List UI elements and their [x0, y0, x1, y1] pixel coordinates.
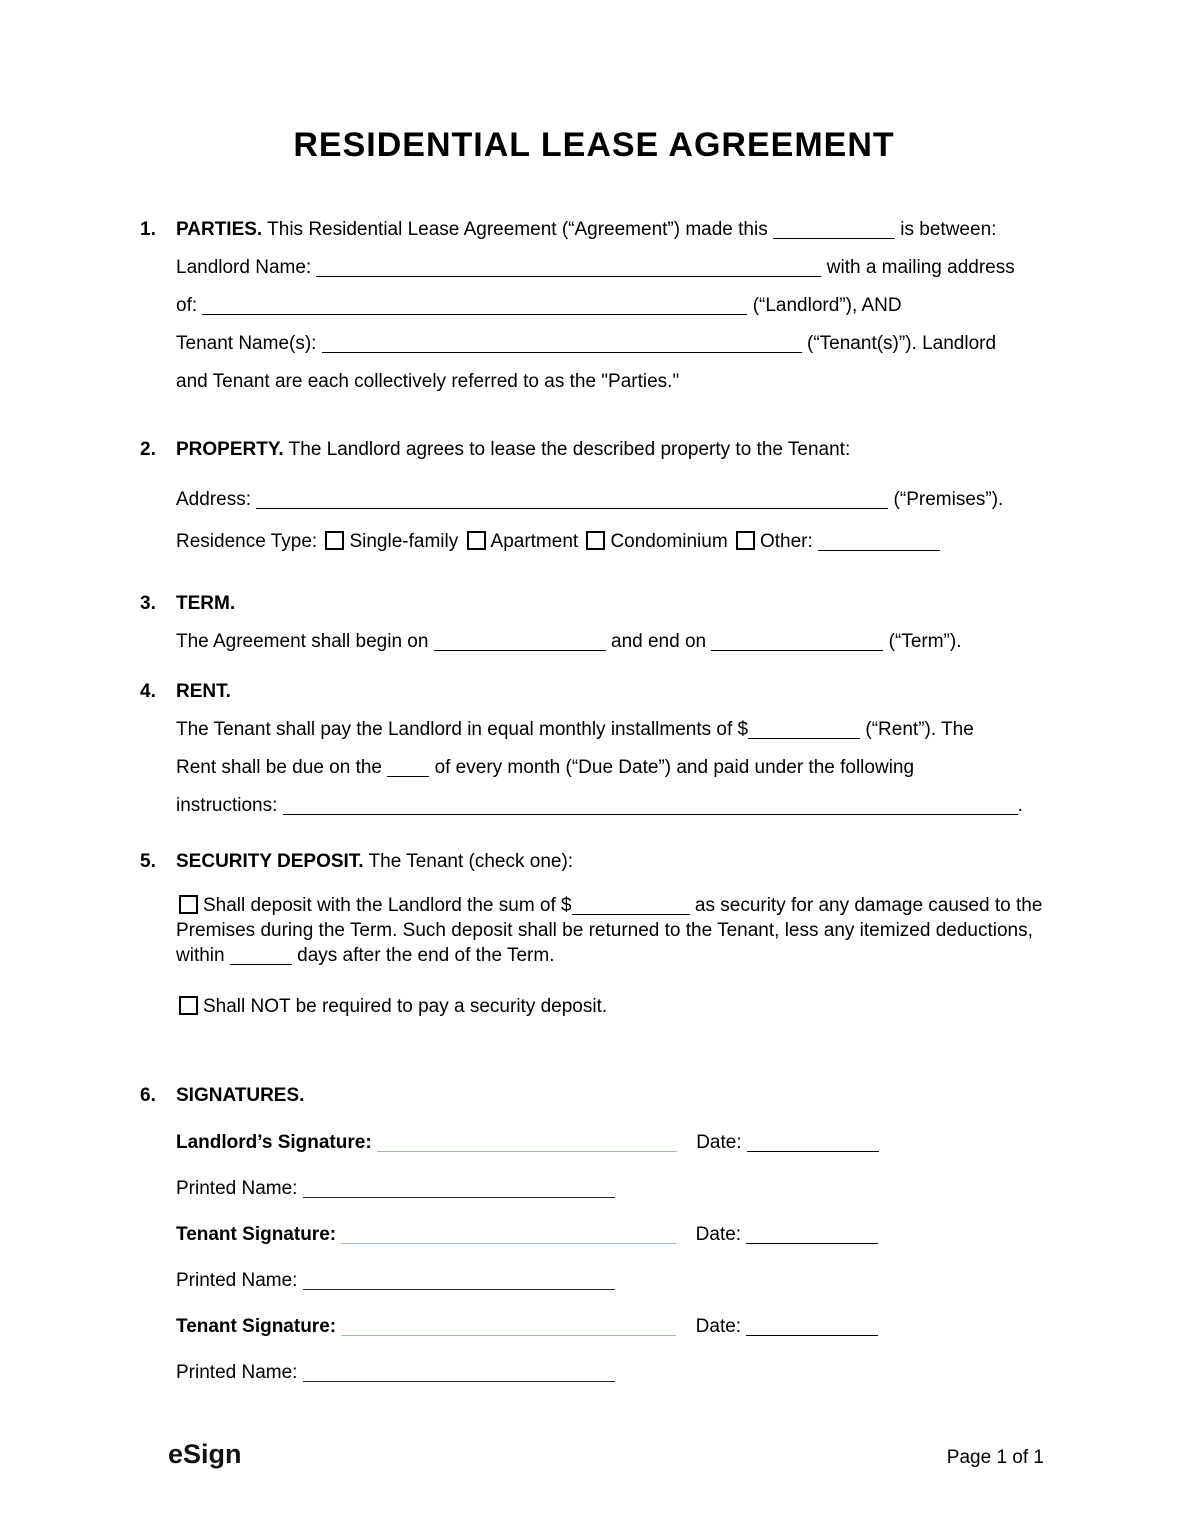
property-intro-text: The Landlord agrees to lease the described property to the Tenant: [288, 439, 851, 460]
rent-line-2 [176, 749, 1048, 787]
section-parties-number: 1. [140, 219, 156, 240]
parties-line-1 [176, 211, 1048, 249]
residence-type-line [176, 523, 1048, 561]
address-label: Address: [176, 489, 251, 510]
premises-tail: (“Premises”). [893, 489, 1004, 510]
tenant-defined-tail: (“Tenant(s)”). Landlord [807, 333, 997, 354]
page-footer [168, 1439, 1044, 1470]
agreement-date-blank[interactable] [773, 218, 895, 239]
checkbox-other[interactable] [736, 531, 755, 550]
esign-logo: eSign [168, 1439, 242, 1469]
term-body-line [176, 623, 1048, 661]
section-parties [140, 211, 1048, 401]
rent-instructions-blank[interactable] [283, 794, 1018, 815]
property-intro-line [176, 431, 1048, 469]
landlord-printed-name-line[interactable] [303, 1177, 615, 1198]
mailing-address-label: of: [176, 295, 198, 316]
section-deposit-heading: SECURITY DEPOSIT. [176, 851, 364, 872]
rent-due-tail: of every month (“Due Date”) and paid under the following [434, 757, 915, 778]
section-rent-number: 4. [140, 681, 156, 702]
landlord-date-line[interactable] [747, 1131, 879, 1152]
term-begin-text: The Agreement shall begin on [176, 631, 429, 652]
mailing-address-blank[interactable] [202, 294, 747, 315]
rent-amount-tail: (“Rent”). The [865, 719, 974, 740]
tenant-name-label: Tenant Name(s): [176, 333, 317, 354]
parties-intro-text: This Residential Lease Agreement (“Agreement”) made this [267, 219, 768, 240]
landlord-name-blank[interactable] [316, 256, 821, 277]
tenant-signature-row-1 [176, 1221, 1048, 1249]
signatures-heading-line [176, 1077, 1048, 1115]
section-signatures [140, 1077, 1048, 1405]
rent-line-3 [176, 787, 1048, 825]
parties-closing-text: and Tenant are each collectively referred to as the "Parties." [176, 371, 680, 392]
tenant-printed-name-label-1: Printed Name: [176, 1270, 298, 1291]
tenant-name-blank[interactable] [322, 332, 802, 353]
deposit-intro-text: The Tenant (check one): [368, 851, 574, 872]
checkbox-deposit-required[interactable] [179, 895, 198, 914]
landlord-signature-row [176, 1129, 1048, 1157]
page-number: Page 1 of 1 [946, 1447, 1044, 1468]
parties-line-3 [176, 287, 1048, 325]
section-parties-heading: PARTIES. [176, 219, 263, 240]
tenant-date-line-1[interactable] [746, 1223, 878, 1244]
tenant-printed-name-row-1 [176, 1267, 1048, 1295]
tenant-printed-name-line-2[interactable] [303, 1361, 615, 1382]
tenant-signature-row-2 [176, 1313, 1048, 1341]
address-blank[interactable] [256, 488, 888, 509]
other-residence-blank[interactable] [818, 530, 940, 551]
tenant-signature-line-2[interactable] [341, 1315, 676, 1336]
rent-instructions-label: instructions: [176, 795, 278, 816]
term-heading-line [176, 585, 1048, 623]
rent-heading-line [176, 673, 1048, 711]
section-property-number: 2. [140, 439, 156, 460]
checkbox-condominium[interactable] [586, 531, 605, 550]
deposit-return-days-blank[interactable] [230, 944, 292, 965]
landlord-name-label: Landlord Name: [176, 257, 312, 278]
term-end-date-blank[interactable] [711, 630, 883, 651]
parties-line-4 [176, 325, 1048, 363]
deposit-option-1 [176, 893, 1048, 968]
landlord-signature-label: Landlord’s Signature: [176, 1132, 372, 1153]
section-signatures-number: 6. [140, 1085, 156, 1106]
deposit-heading-line [176, 843, 1048, 881]
section-deposit-number: 5. [140, 851, 156, 872]
deposit-option-2 [176, 994, 1048, 1019]
term-mid-text: and end on [611, 631, 707, 652]
option-other-label: Other: [759, 531, 813, 552]
section-term-number: 3. [140, 593, 156, 614]
property-address-line [176, 481, 1048, 519]
option-apartment-label: Apartment [490, 531, 579, 552]
section-signatures-heading: SIGNATURES. [176, 1085, 305, 1106]
term-tail-text: (“Term”). [888, 631, 962, 652]
section-security-deposit [140, 843, 1048, 1019]
tenant-date-label-1: Date: [695, 1224, 742, 1245]
deposit-option-1-text-a: Shall deposit with the Landlord the sum of $ [203, 895, 572, 916]
section-term-heading: TERM. [176, 593, 236, 614]
document-title: RESIDENTIAL LEASE AGREEMENT [293, 126, 895, 164]
landlord-printed-name-label: Printed Name: [176, 1178, 298, 1199]
residence-type-label: Residence Type: [176, 531, 318, 552]
rent-amount-text: The Tenant shall pay the Landlord in equal monthly installments of $ [176, 719, 749, 740]
tenant-printed-name-row-2 [176, 1359, 1048, 1387]
deposit-option-2-text: Shall NOT be required to pay a security deposit. [203, 996, 608, 1017]
section-rent-heading: RENT. [176, 681, 231, 702]
deposit-option-1-text-c: days after the end of the Term. [297, 945, 555, 966]
tenant-signature-label-1: Tenant Signature: [176, 1224, 337, 1245]
tenant-signature-line-1[interactable] [341, 1223, 676, 1244]
section-property-heading: PROPERTY. [176, 439, 284, 460]
rent-due-day-blank[interactable] [387, 756, 429, 777]
rent-due-text: Rent shall be due on the [176, 757, 382, 778]
deposit-amount-blank[interactable] [572, 894, 690, 915]
landlord-defined-tail: (“Landlord”), AND [752, 295, 902, 316]
option-single-family-label: Single-family [349, 531, 459, 552]
section-rent [140, 673, 1048, 825]
landlord-date-label: Date: [696, 1132, 742, 1153]
parties-line-2 [176, 249, 1048, 287]
deposit-option-1-text-b: as security for any damage caused to the Premises during the Term. Such deposit shall be returned to the Tenant, less any itemized deductions, within [176, 895, 1043, 966]
rent-line-1 [176, 711, 1048, 749]
landlord-signature-line[interactable] [377, 1131, 677, 1152]
section-property [140, 431, 1048, 561]
tenant-date-label-2: Date: [695, 1316, 742, 1337]
rent-amount-blank[interactable] [748, 718, 860, 739]
section-term [140, 585, 1048, 661]
tenant-printed-name-line-1[interactable] [303, 1269, 615, 1290]
tenant-printed-name-label-2: Printed Name: [176, 1362, 298, 1383]
checkbox-single-family[interactable] [325, 531, 344, 550]
tenant-signature-label-2: Tenant Signature: [176, 1316, 337, 1337]
parties-line-5 [176, 363, 1048, 401]
parties-intro-tail: is between: [900, 219, 997, 240]
term-start-date-blank[interactable] [434, 630, 606, 651]
tenant-date-line-2[interactable] [746, 1315, 878, 1336]
rent-instructions-period: . [1017, 795, 1023, 816]
landlord-printed-name-row [176, 1175, 1048, 1203]
option-condominium-label: Condominium [610, 531, 728, 552]
checkbox-apartment[interactable] [467, 531, 486, 550]
checkbox-no-deposit[interactable] [179, 996, 198, 1015]
landlord-name-tail: with a mailing address [826, 257, 1015, 278]
